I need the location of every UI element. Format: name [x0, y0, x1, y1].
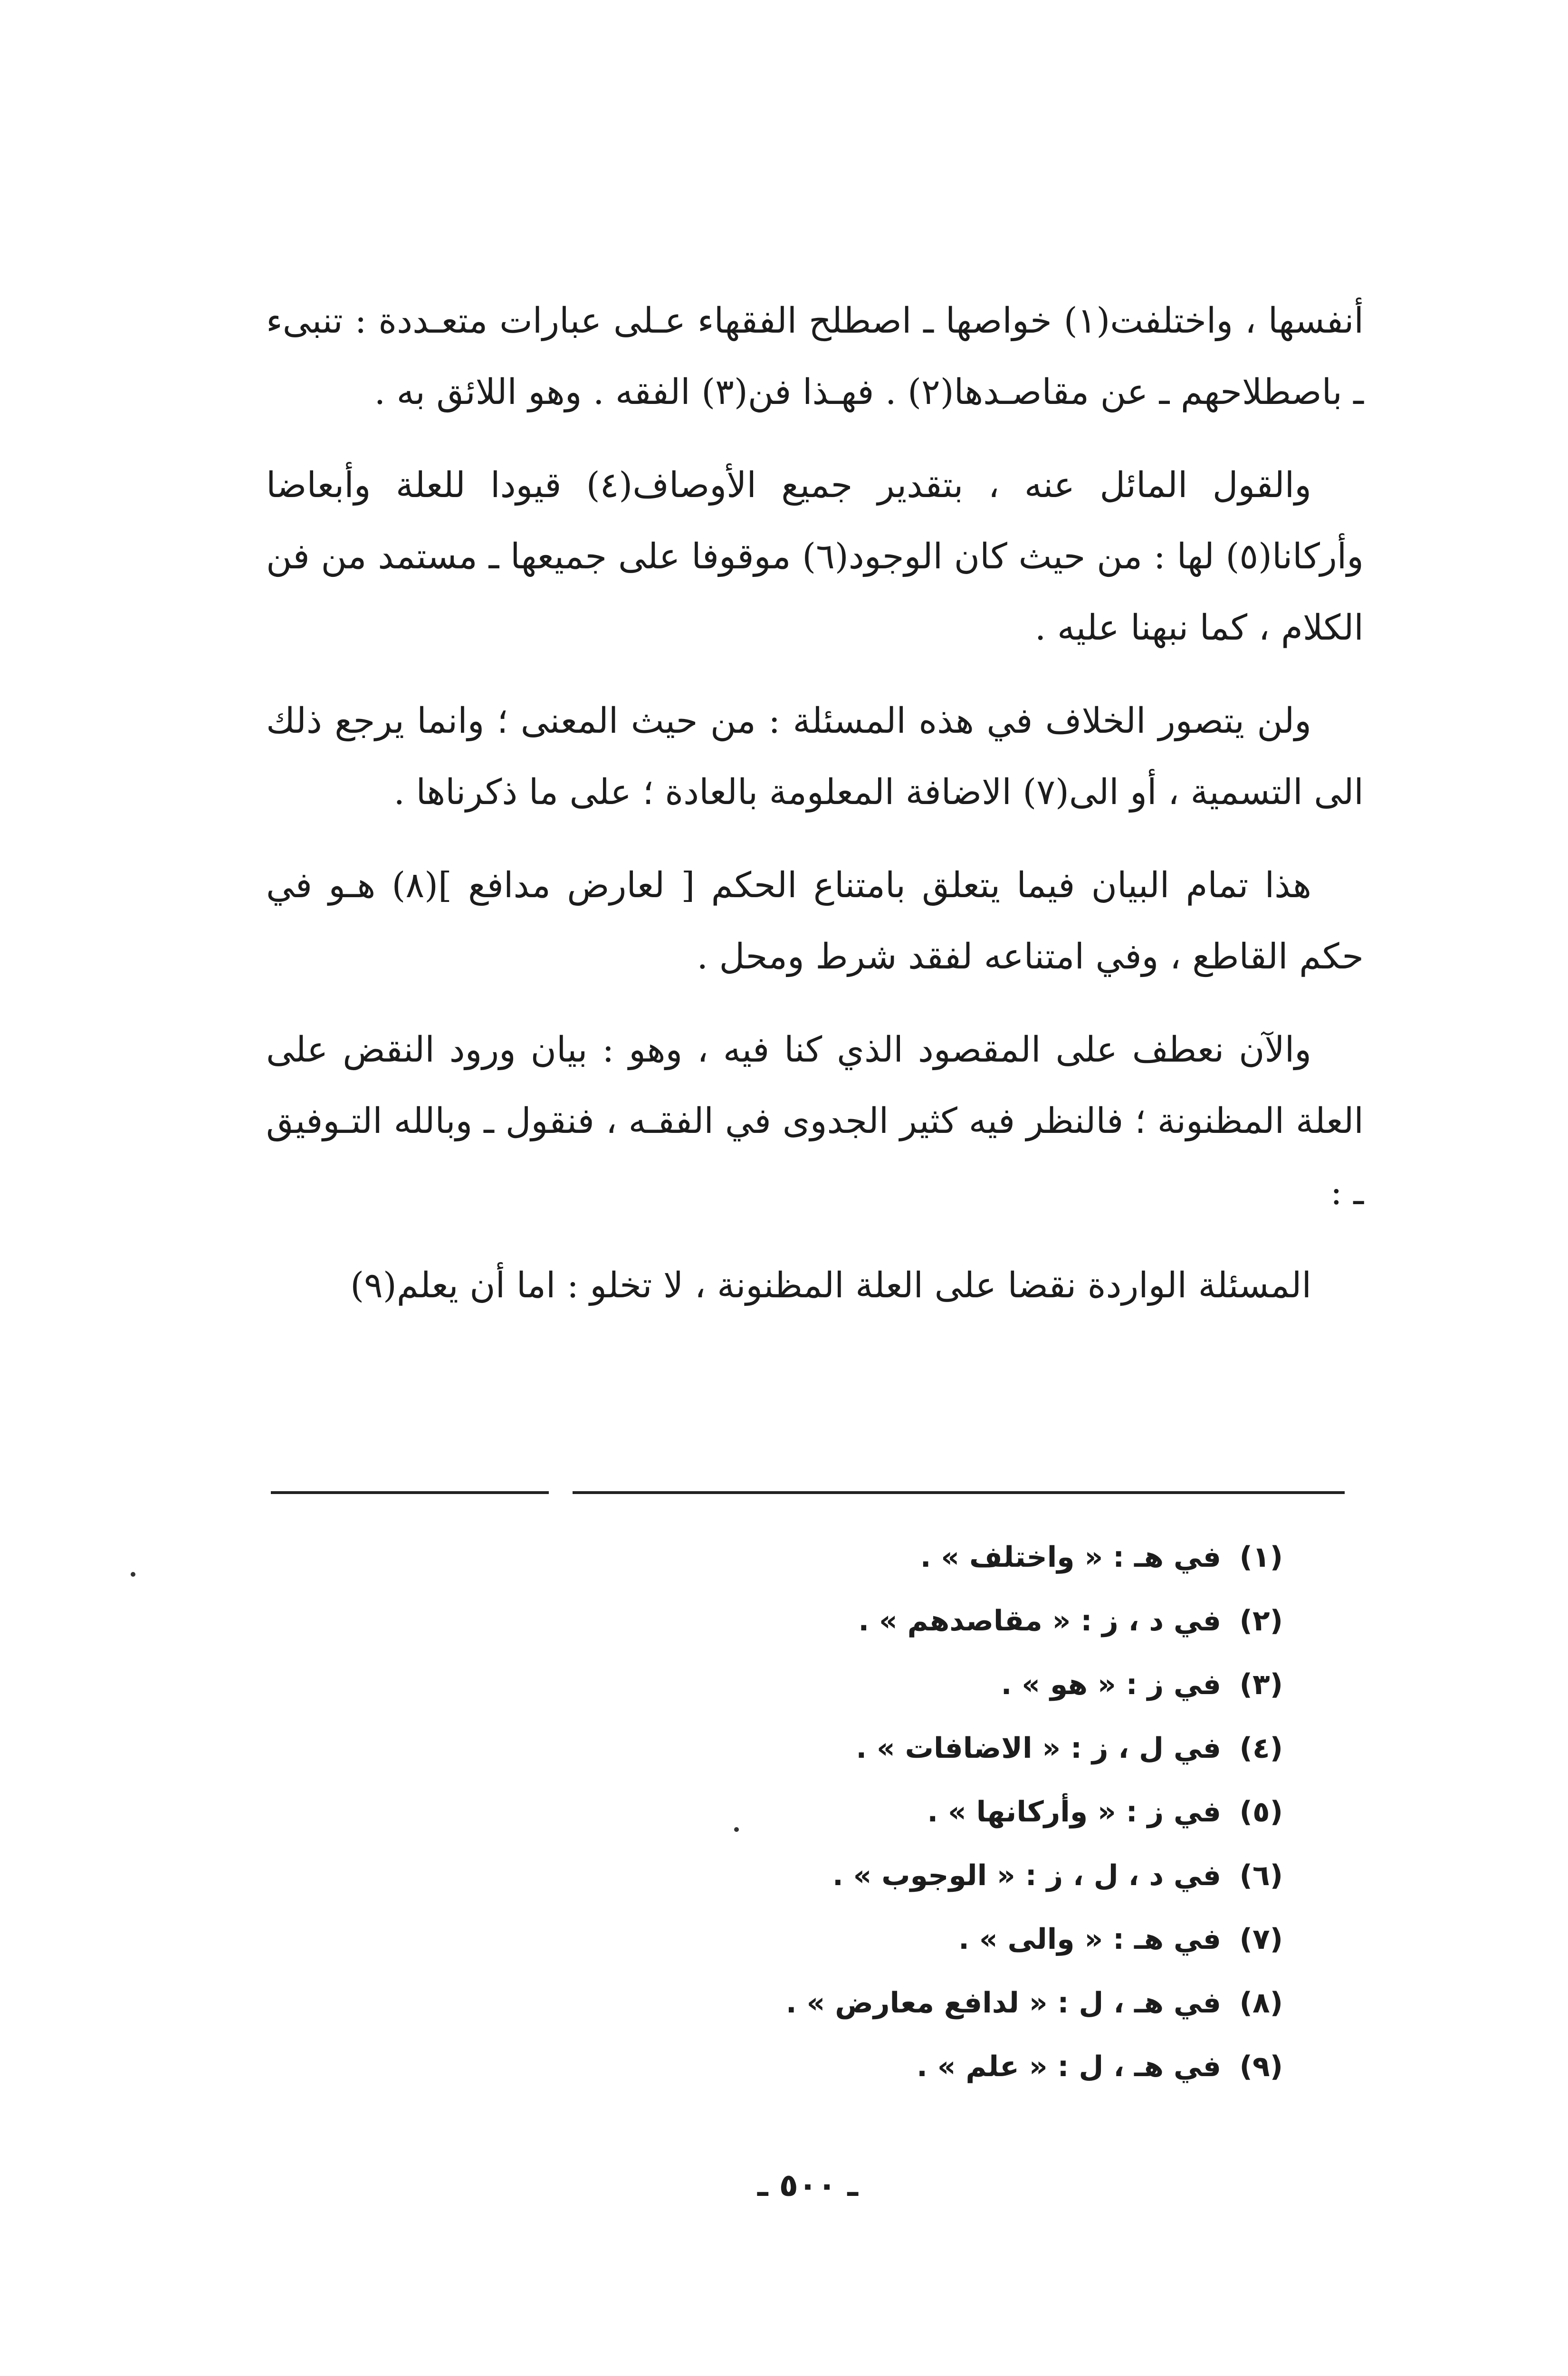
- main-text: [266, 285, 1364, 1343]
- footnote-number: (٤): [1239, 1732, 1283, 1765]
- page-number: ـ ٥٠٠ ـ: [757, 2167, 858, 2204]
- paragraph: ولن يتصور الخلاف في هذه المسئلة : من حيث المعنى ؛ وانما يرجع ذلك الى التسمية ، أو الى(٧) الاضافة المعلومة بالعادة ؛ على ما ذكرناها .: [266, 700, 1364, 813]
- footnote: [618, 2035, 1283, 2098]
- footnote: [618, 1844, 1283, 1907]
- footnote-number: (٥): [1239, 1795, 1283, 1829]
- paragraph: والآن نعطف على المقصود الذي كنا فيه ، وهو : بيان ورود النقض على العلة المظنونة ؛ فالنظر فيه كثير الجدوى في الفقـه ، فنقول ـ وبالله التـوفيق ـ :: [266, 1029, 1364, 1213]
- footnote-text: في ز : « وأركانها » .: [927, 1795, 1221, 1829]
- footnote: [618, 1589, 1283, 1653]
- footnote: [618, 1971, 1283, 2035]
- footnote-divider: [573, 1491, 1345, 1494]
- footnote-number: (٢): [1239, 1604, 1283, 1638]
- paragraph: والقول المائل عنه ، بتقدير جميع الأوصاف(٤) قيودا للعلة وأبعاضا وأركانا(٥) لها : من حيث كان الوجود(٦) موقوفا على جميعها ـ مستمد من فن الكلام ، كما نبهنا عليه .: [266, 465, 1364, 648]
- footnote-text: في هـ ، ل : « علم » .: [917, 2050, 1221, 2083]
- footnote-text: في ل ، ز : « الاضافات » .: [856, 1732, 1221, 1765]
- footnote-text: في د ، ل ، ز : « الوجوب » .: [832, 1859, 1221, 1892]
- paragraph: أنفسها ، واختلفت(١) خواصها ـ اصطلح الفقهاء عـلى عبارات متعـددة : تنبىء ـ باصطلاحهم ـ عن مقاصـدها(٢) . فهـذا فن(٣) الفقه . وهو اللائق به .: [266, 300, 1364, 412]
- footnote-text: في هـ ، ل : « لدافع معارض » .: [785, 1986, 1221, 2020]
- footnote-number: (٣): [1239, 1668, 1283, 1701]
- footnote: [618, 1525, 1283, 1589]
- footnotes: [618, 1525, 1283, 2098]
- footnote: [618, 1780, 1283, 1844]
- footnote-number: (٩): [1239, 2050, 1283, 2083]
- footnote-text: في هـ : « واختلف » .: [920, 1541, 1221, 1574]
- footnote-text: في هـ : « والى » .: [958, 1923, 1221, 1956]
- footnote-text: في د ، ز : « مقاصدهم » .: [858, 1604, 1221, 1638]
- footnote-number: (٨): [1239, 1986, 1283, 2020]
- footnote-text: في ز : « هو » .: [1001, 1668, 1221, 1701]
- footnote: [618, 1653, 1283, 1716]
- scan-speck: [131, 1572, 135, 1577]
- footnote: [618, 1907, 1283, 1971]
- footnote-number: (١): [1239, 1541, 1283, 1574]
- footnote-divider: [271, 1491, 549, 1494]
- footnote-number: (٧): [1239, 1923, 1283, 1956]
- scan-speck: [734, 1827, 739, 1832]
- footnote: [618, 1716, 1283, 1780]
- footnote-number: (٦): [1239, 1859, 1283, 1892]
- paragraph: المسئلة الواردة نقضا على العلة المظنونة ، لا تخلو : اما أن يعلم(٩): [350, 1265, 1311, 1306]
- paragraph: هذا تمام البيان فيما يتعلق بامتناع الحكم [ لعارض مدافع ](٨) هـو في حكم القاطع ، وفي امتناعه لفقد شرط ومحل .: [266, 865, 1364, 977]
